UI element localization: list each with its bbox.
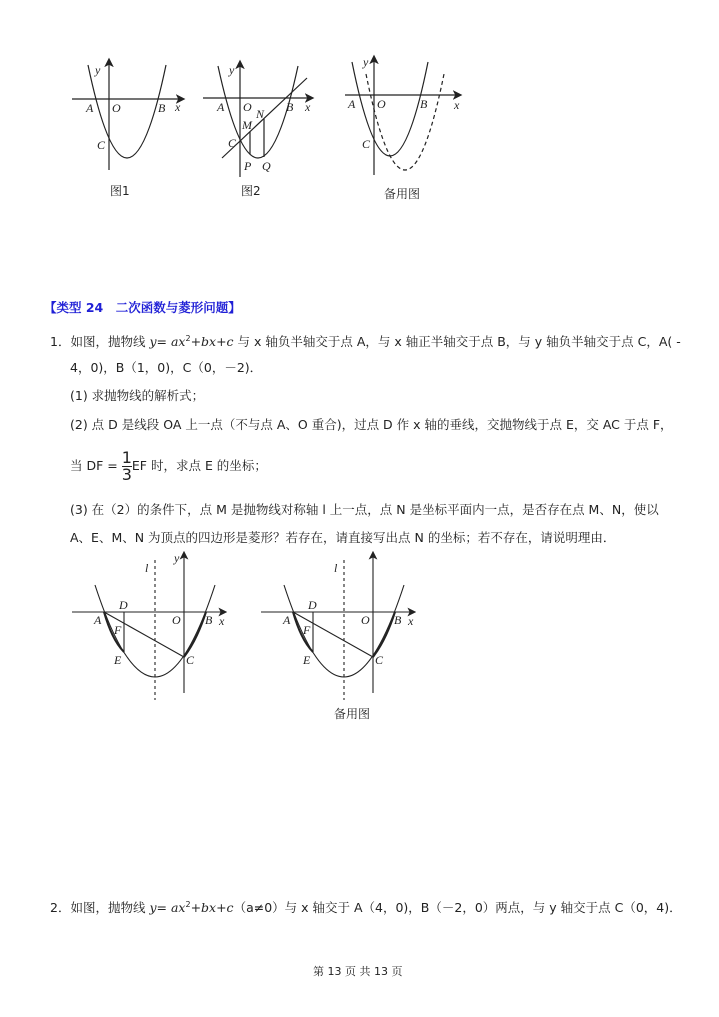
label: x xyxy=(219,614,225,628)
eq: 2 xyxy=(185,900,191,909)
label: B xyxy=(158,101,166,115)
label: x xyxy=(175,100,181,114)
figure-caption: 备用图 xyxy=(384,187,421,201)
label: y xyxy=(95,63,101,77)
denominator: 3 xyxy=(121,465,132,484)
label: y xyxy=(229,63,235,77)
q1-text: 与 x 轴负半轴交于点 A，与 x 轴正半轴交于点 B，与 y 轴负半轴交于点 C，A( - xyxy=(233,334,681,350)
q1-number: 1．如图，抛物线 xyxy=(50,334,150,350)
label: M xyxy=(242,118,252,132)
q2-line1 xyxy=(50,901,682,915)
label: y xyxy=(363,55,369,69)
label: C xyxy=(97,138,106,152)
q1-part3: (3) 在（2）的条件下，点 M 是抛物线对称轴 l 上一点，点 N 是坐标平面内一点，是否存在点 M、N，使以 xyxy=(70,502,659,517)
q1-part2-cont xyxy=(70,448,267,484)
q1-line1 xyxy=(50,335,681,349)
figure-caption: 图1 xyxy=(110,184,130,198)
label: B xyxy=(420,97,428,111)
label: l xyxy=(145,561,149,575)
q1-line2: 4，0)，B（1，0)，C（0，－2)． xyxy=(70,360,263,375)
text: EF 时，求点 E 的坐标； xyxy=(131,458,267,473)
label: C xyxy=(228,136,237,150)
fraction xyxy=(122,450,132,483)
label: D xyxy=(308,598,317,612)
q1-part3-cont: A、E、M、N 为顶点的四边形是菱形？若存在，请直接写出点 N 的坐标；若不存在，请说明理由． xyxy=(70,530,616,545)
label: F xyxy=(303,623,311,637)
eq: = xyxy=(156,334,171,350)
label: A xyxy=(217,100,225,114)
label: x xyxy=(305,100,311,114)
label: B xyxy=(286,100,294,114)
figure-caption: 图2 xyxy=(241,184,261,198)
label: D xyxy=(119,598,128,612)
figure-caption: 备用图 xyxy=(334,707,371,721)
figure-1 xyxy=(72,60,183,170)
label: E xyxy=(114,653,122,667)
label: A xyxy=(86,101,94,115)
eq: +bx+c xyxy=(190,334,234,350)
label: C xyxy=(375,653,384,667)
label: C xyxy=(186,653,195,667)
q1-part1: (1) 求抛物线的解析式； xyxy=(70,388,205,403)
label: B xyxy=(394,613,402,627)
q2-number: 2．如图，抛物线 xyxy=(50,900,150,916)
eq: ax xyxy=(170,900,186,916)
label: x xyxy=(454,98,460,112)
eq: y xyxy=(149,334,157,350)
label: C xyxy=(362,137,371,151)
eq: +bx+c xyxy=(190,900,234,916)
figure-3 xyxy=(345,57,460,175)
page-footer: 第 13 页 共 13 页 xyxy=(313,965,403,978)
numerator: 1 xyxy=(121,448,132,467)
eq: 2 xyxy=(185,334,191,343)
label: A xyxy=(283,613,291,627)
eq: ax xyxy=(170,334,186,350)
label: A xyxy=(348,97,356,111)
label: y xyxy=(174,551,180,565)
label: O xyxy=(243,100,252,114)
label: O xyxy=(361,613,370,627)
label: B xyxy=(205,613,213,627)
label: O xyxy=(172,613,181,627)
label: P xyxy=(244,159,252,173)
label: Q xyxy=(262,159,271,173)
section-header: 【类型 24 二次函数与菱形问题】 xyxy=(44,300,241,315)
q1-part2: (2) 点 D 是线段 OA 上一点（不与点 A、O 重合)，过点 D 作 x 轴的垂线，交抛物线于点 E，交 AC 于点 F， xyxy=(70,417,673,432)
label: O xyxy=(112,101,121,115)
label: A xyxy=(94,613,102,627)
label: l xyxy=(334,561,338,575)
q2-text: （a≠0）与 x 轴交于 A（4，0)，B（－2，0）两点，与 y 轴交于点 C（0，4)． xyxy=(233,900,682,916)
label: N xyxy=(256,107,265,121)
label: x xyxy=(408,614,414,628)
eq: = xyxy=(156,900,171,916)
label: F xyxy=(114,623,122,637)
label: E xyxy=(303,653,311,667)
label: O xyxy=(377,97,386,111)
text: 当 DF = xyxy=(70,458,122,473)
eq: y xyxy=(149,900,157,916)
